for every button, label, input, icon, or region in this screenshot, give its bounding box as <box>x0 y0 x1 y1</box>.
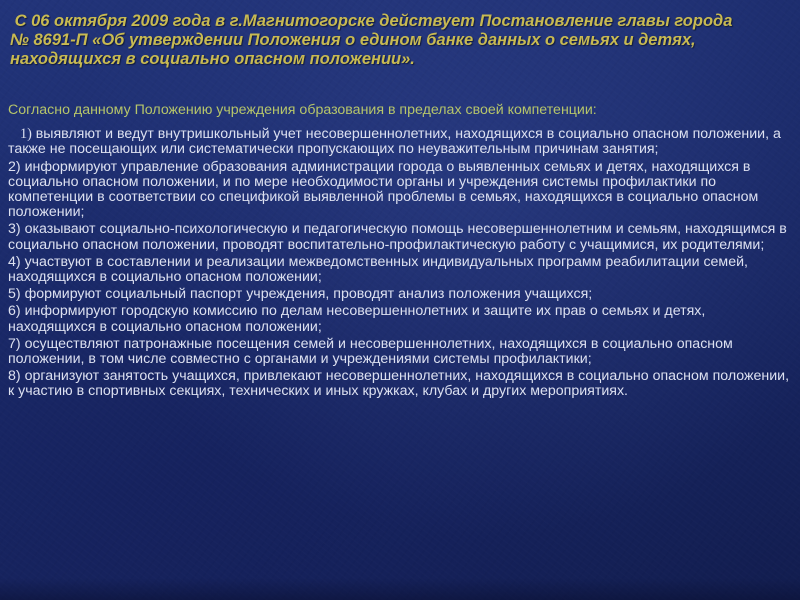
item-number: 4) <box>8 253 21 270</box>
item-number: 6) <box>8 303 21 320</box>
list-item <box>8 160 793 221</box>
item-number: 2) <box>8 158 21 175</box>
title-rest: № 8691-П «Об утверждении Положения о едином банке данных о семьях и детях, находящихся в социально опасном положении». <box>10 31 696 68</box>
list-item <box>8 222 793 252</box>
item-number: 8) <box>8 368 21 385</box>
item-number: 3) <box>8 221 21 238</box>
list-item <box>8 369 793 399</box>
bottom-shade <box>0 578 800 600</box>
list-item <box>8 255 793 285</box>
item-text: выявляют и ведут внутришкольный учет несовершеннолетних, находящихся в социально опасном положении, а также не посещающих или систематически пропускающих по неуважительным причинам занятия; <box>8 126 781 158</box>
item-text: участвуют в составлении и реализации межведомственных индивидуальных программ реабилитации семей, находящихся в социально опасном положении; <box>8 253 748 286</box>
list-item <box>8 304 793 334</box>
item-text: оказывают социально-психологическую и педагогическую помощь несовершеннолетним и семьям, находящимся в социально опасном положении, проводят воспитательно-профилактическую работу с учащимися, их родителями; <box>8 221 787 253</box>
item-text: информируют управление образования администрации города о выявленных семьях и детях, находящихся в социально опасном положении, и по мере необходимости органы и учреждения системы профилактики по компетенции в соответствии со спецификой выявленной проблемы в семьях, находящихся в социально опасном положении; <box>8 158 759 221</box>
item-number: 1) <box>20 126 32 143</box>
item-text: информируют городскую комиссию по делам несовершеннолетних и защите их прав о семьях и детях, находящихся в социально опасном положении; <box>8 303 706 335</box>
slide-body <box>8 103 793 402</box>
list-item <box>8 337 793 367</box>
item-text: формируют социальный паспорт учреждения, проводят анализ положения учащихся; <box>20 286 593 303</box>
list-item <box>8 127 793 157</box>
item-number: 5) <box>8 286 21 303</box>
slide-title <box>10 12 790 69</box>
intro-text: Согласно данному Положению учреждения образования в пределах своей компетенции: <box>8 102 597 118</box>
list-item <box>8 287 793 302</box>
title-lead: С 06 октября 2009 года в г.Магнитогорске действует Постановление главы города <box>10 12 733 30</box>
item-text: осуществляют патронажные посещения семей и несовершеннолетних, находящихся в социально опасном положении, в том числе совместно с органами и учреждениями системы профилактики; <box>8 335 733 368</box>
item-number: 7) <box>8 335 21 352</box>
item-text: организуют занятость учащихся, привлекают несовершеннолетних, находящихся в социально опасном положении, к участию в спортивных секциях, технических и иных кружках, клубах и других мероприятиях. <box>8 368 790 400</box>
